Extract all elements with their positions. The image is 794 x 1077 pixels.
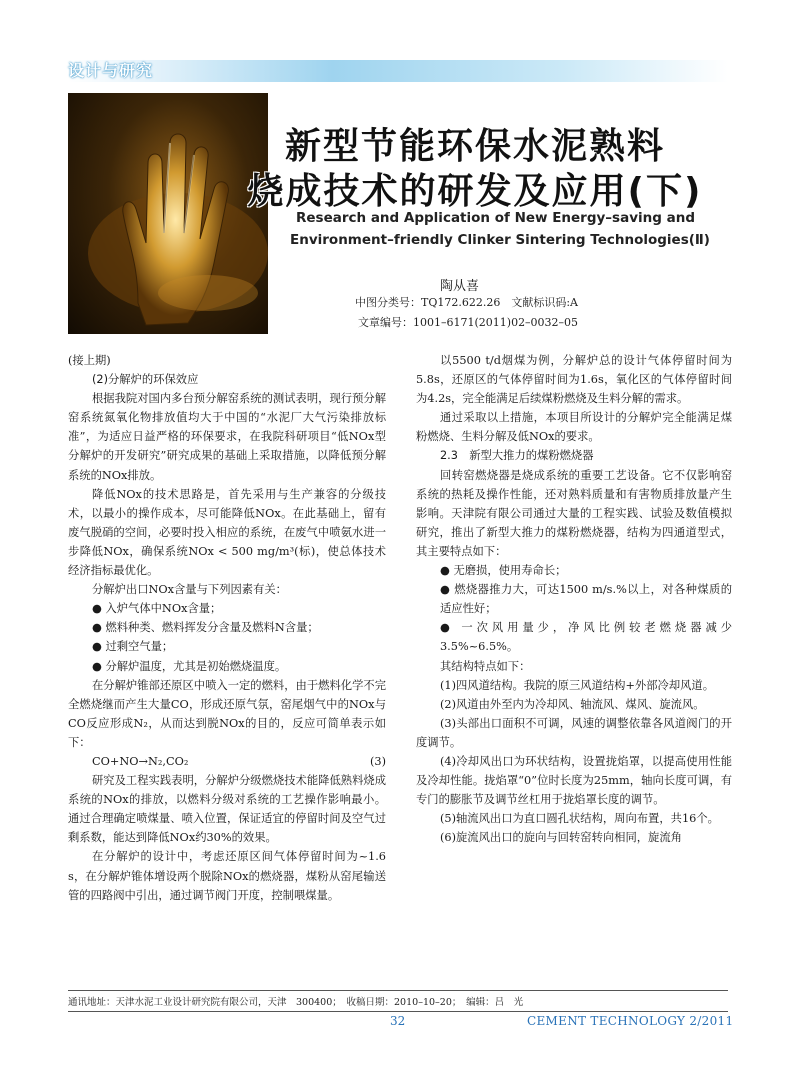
body-paragraph: 在分解炉锥部还原区中喷入一定的燃料，由于燃料化学不完全燃烧继而产生大量CO，形成还原气氛，窑尾烟气中的NOx与CO反应形成N₂，从而达到脱NOx的目的，反应可简单表示如下：	[68, 678, 386, 749]
section-heading: (2)分解炉的环保效应	[92, 373, 199, 387]
article-number: 文章编号：1001–6171(2011)02–0032–05	[358, 316, 579, 329]
bullet-item: ● 燃料种类、燃料挥发分含量及燃料N含量；	[92, 621, 319, 635]
right-text-column	[416, 351, 732, 847]
body-paragraph: 其结构特点如下：	[440, 659, 531, 673]
body-paragraph: 以5500 t/d烟煤为例，分解炉总的设计气体停留时间为5.8s，还原区的气体停留时间为1.6s，氧化区的气体停留时间为4.2s，完全能满足后续煤粉燃烧及生料分解的需求。	[416, 354, 732, 406]
bullet-item: ● 无磨损，使用寿命长；	[440, 564, 567, 578]
body-paragraph: (4)冷却风出口为环状结构，设置拢焰罩，以提高使用性能及冷却性能。拢焰罩“0”位时长度为25mm，轴向长度可调，有专门的膨胀节及调节丝杠用于拢焰罩长度的调节。	[416, 754, 732, 807]
body-paragraph: 研究及工程实践表明，分解炉分级燃烧技术能降低熟料烧成系统的NOx的排放，以燃料分级对系统的工艺操作影响最小。通过合理确定喷煤量、喷入位置，保证适宜的停留时间及空气过剩系数，能达到降低NOx约30%的效果。	[68, 774, 386, 845]
body-paragraph: 分解炉出口NOx含量与下列因素有关：	[92, 583, 287, 597]
bullet-item: ● 一次风用量少，净风比例较老燃烧器减少3.5%~6.5%。	[440, 621, 732, 654]
body-paragraph: 根据我院对国内多台预分解窑系统的测试表明，现行预分解窑系统氮氧化物排放值均大于中国的“水泥厂大气污染排放标准”，为适应日益严格的环保要求，在我院科研项目“低NOx型分解炉的开发研究”研究成果的基础上采取措施，以降低预分解系统的NOx排放。	[68, 392, 386, 482]
article-subtitle-line2: Environment–friendly Clinker Sintering Technologies(Ⅱ)	[290, 232, 710, 248]
continued-note: (接上期)	[68, 354, 111, 367]
section-label: 设计与研究	[68, 61, 154, 80]
body-paragraph: 降低NOx的技术思路是，首先采用与生产兼容的分级技术，以最小的操作成本，尽可能降低NOx。在此基础上，留有废气脱硝的空间，必要时投入相应的系统，在废气中喷氨水进一步降低NOx，确保系统NOx < 500 mg/m³(标)，使总体技术经济指标最优化。	[68, 487, 386, 578]
body-paragraph: (6)旋流风出口的旋向与回转窑转向相同，旋流角	[440, 831, 682, 845]
classification-info: 中图分类号：TQ172.622.26 文献标识码:A	[355, 296, 578, 309]
body-paragraph: 在分解炉的设计中，考虑还原区间气体停留时间为~1.6 s，在分解炉锥体增设两个脱除NOx的燃烧器，煤粉从窑尾输送管的四路阀中引出，通过调节阀门开度，控制喂煤量。	[68, 850, 386, 902]
page-footer-divider	[68, 1011, 728, 1012]
equation	[68, 752, 386, 771]
author-name: 陶从喜	[440, 279, 480, 294]
bullet-item: ● 燃烧器推力大，可达1500 m/s.%以上，对各种煤质的适应性好；	[440, 583, 732, 616]
article-title-line1: 新型节能环保水泥熟料	[284, 126, 665, 167]
section-header-bar	[68, 60, 728, 82]
bullet-item: ● 分解炉温度，尤其是初始燃烧温度。	[92, 659, 287, 673]
article-subtitle-line1: Research and Application of New Energy–saving and	[296, 210, 695, 226]
equation-expression: CO+NO→N₂,CO₂	[92, 754, 189, 768]
body-paragraph: 通过采取以上措施，本项目所设计的分解炉完全能满足煤粉燃烧、生料分解及低NOx的要求。	[416, 411, 732, 444]
footnote-divider	[68, 990, 728, 991]
left-text-column	[68, 351, 386, 905]
body-paragraph: (3)头部出口面积不可调，风速的调整依靠各风道阀门的开度调节。	[416, 716, 732, 749]
footnote-address: 通讯地址：天津水泥工业设计研究院有限公司，天津 300400； 收稿日期：2010–10–20； 编辑：吕 光	[68, 997, 524, 1008]
body-paragraph: 回转窑燃烧器是烧成系统的重要工艺设备。它不仅影响窑系统的热耗及操作性能，还对熟料质量和有害物质排放量产生影响。天津院有限公司通过大量的工程实践、试验及数值模拟研究，推出了新型大推力的煤粉燃烧器，结构为四通道型式，其主要特点如下：	[416, 468, 732, 558]
section-heading: 2.3 新型大推力的煤粉燃烧器	[440, 449, 594, 463]
bullet-item: ● 入炉气体中NOx含量；	[92, 602, 222, 616]
body-paragraph: (5)轴流风出口为直口圆孔状结构，周向布置，共16个。	[440, 812, 719, 826]
equation-number: (3)	[369, 754, 386, 768]
body-paragraph: (2)风道由外至内为冷却风、轴流风、煤风、旋流风。	[440, 697, 705, 711]
page-number: 32	[390, 1014, 406, 1028]
body-paragraph: (1)四风道结构。我院的原三风道结构+外部冷却风道。	[440, 678, 715, 692]
bullet-item: ● 过剩空气量；	[92, 640, 174, 654]
article-title-line2: 烧成技术的研发及应用(下)	[247, 171, 703, 212]
journal-name: CEMENT TECHNOLOGY 2/2011	[527, 1014, 734, 1028]
